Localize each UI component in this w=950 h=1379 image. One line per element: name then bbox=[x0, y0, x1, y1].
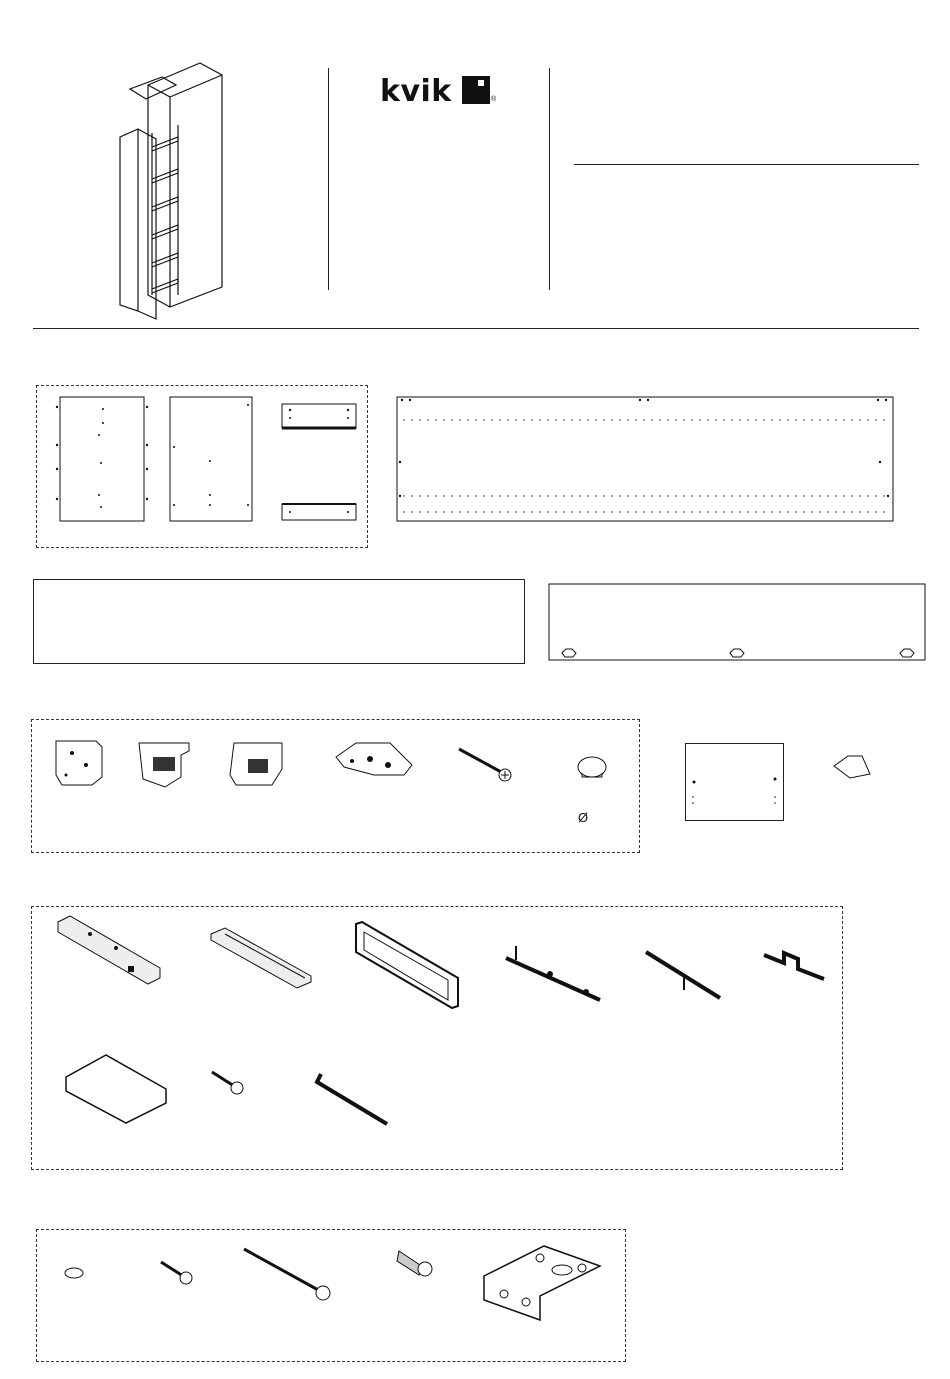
shelf-support-icon bbox=[830, 752, 875, 782]
basket-rail-icon bbox=[500, 938, 605, 1006]
angle-bracket-icon bbox=[480, 1240, 610, 1320]
wall-screw-icon bbox=[240, 1245, 335, 1305]
shelf-rail-bottom bbox=[280, 500, 360, 524]
small-screw-icon bbox=[208, 1068, 248, 1098]
hinge-bracket-right-icon bbox=[226, 737, 288, 792]
rail-connector-icon bbox=[640, 938, 725, 1004]
brand-logo-text: kvik bbox=[380, 74, 452, 109]
drawer-tray-icon bbox=[60, 1047, 170, 1122]
diameter-symbol: Ø bbox=[578, 810, 589, 825]
header-bottom-rule bbox=[33, 328, 919, 329]
long-side-panel bbox=[396, 396, 894, 522]
wood-screw-icon bbox=[157, 1258, 197, 1288]
header-divider-left bbox=[328, 68, 329, 290]
square-panel-holes bbox=[685, 743, 784, 821]
allen-key-icon bbox=[315, 1068, 395, 1128]
wall-plug-icon bbox=[395, 1243, 437, 1281]
drawer-slide-icon bbox=[205, 920, 315, 985]
cabinet-illustration bbox=[100, 55, 240, 325]
long-screw-icon bbox=[455, 745, 515, 783]
cover-cap-icon bbox=[574, 755, 610, 781]
hinge-bracket-left-icon bbox=[135, 737, 195, 792]
side-panel-a bbox=[55, 395, 150, 523]
hinge-icon bbox=[330, 735, 420, 785]
drawer-runner-icon bbox=[50, 912, 165, 987]
shelf-rail-top bbox=[280, 402, 360, 436]
long-board-plain bbox=[33, 579, 525, 664]
header-divider-right bbox=[549, 68, 550, 290]
square-logo-icon bbox=[462, 76, 490, 104]
washer-icon bbox=[62, 1266, 86, 1280]
brand-registered-symbol: ® bbox=[491, 96, 497, 103]
header-title-underline bbox=[574, 164, 919, 165]
mounting-plate-icon bbox=[48, 735, 110, 787]
mounting-clip-icon bbox=[760, 945, 830, 990]
side-panel-b bbox=[166, 395, 256, 523]
drawer-front-frame-icon bbox=[352, 920, 462, 1010]
long-board-with-feet bbox=[548, 583, 926, 663]
